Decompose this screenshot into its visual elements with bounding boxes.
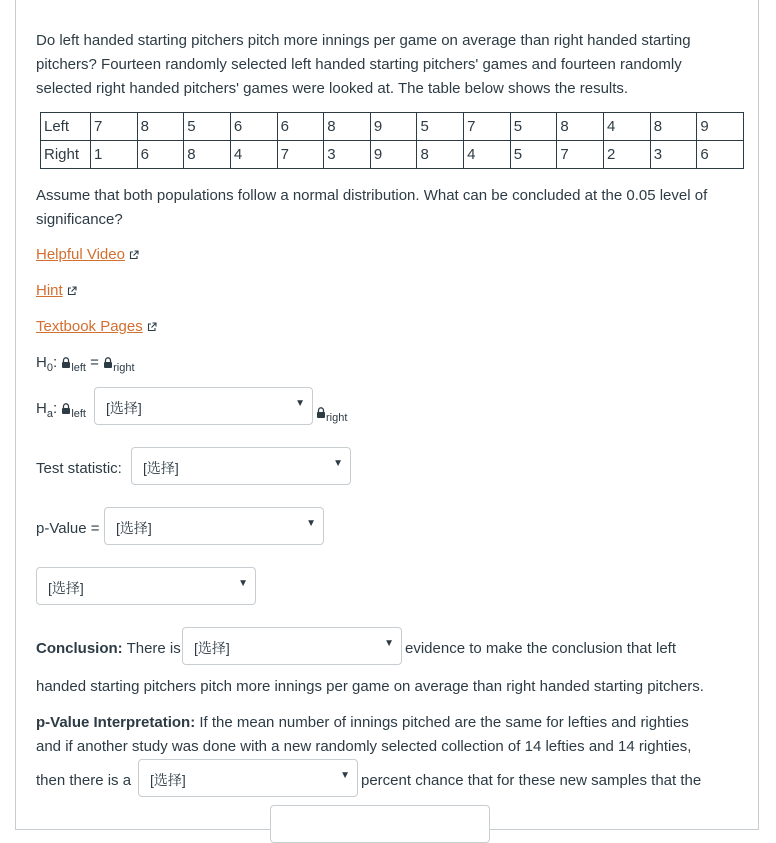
table-row [41, 141, 744, 169]
helpful-video-label: Helpful Video [36, 246, 125, 263]
textbook-pages-link[interactable] [36, 318, 157, 335]
external-link-icon [67, 286, 77, 296]
table-row [41, 113, 744, 141]
ha-right-part [316, 404, 347, 424]
table-cell: 3 [324, 141, 371, 169]
conclusion-pre-text: There is [122, 640, 181, 657]
external-link-icon [129, 250, 139, 260]
ha-right-sub: right [326, 412, 348, 424]
dropdown-arrow-icon: ▼ [306, 518, 316, 529]
table-cell: 7 [277, 141, 324, 169]
table-cell: 7 [464, 113, 511, 141]
interpretation-text1: If the mean number of innings pitched are the same for lefties and righties [195, 714, 689, 731]
external-link-icon [147, 322, 157, 332]
h0-equals: = [86, 354, 104, 371]
table-cell: 8 [650, 113, 697, 141]
conclusion-select[interactable] [182, 627, 402, 665]
table-cell: 3 [650, 141, 697, 169]
table-cell: 6 [697, 141, 744, 169]
hint-label: Hint [36, 282, 63, 299]
dropdown-arrow-icon: ▼ [333, 458, 343, 469]
h0-left-sub: left [71, 362, 86, 374]
test-statistic-select[interactable] [131, 447, 351, 485]
interpretation-line2: and if another study was done with a new randomly selected collection of 14 lefties and 14 righties, [36, 738, 692, 755]
ha-letter: H [36, 400, 47, 417]
table-cell: 6 [137, 141, 184, 169]
test-statistic-select-value: [选择] [143, 460, 179, 476]
lock-icon [104, 357, 112, 368]
interpretation-line1 [36, 714, 689, 731]
table-cell: 4 [464, 141, 511, 169]
table-cell: 8 [324, 113, 371, 141]
ha-sub: a [46, 408, 53, 420]
table-cell: 8 [557, 113, 604, 141]
table-cell: 9 [370, 141, 417, 169]
hint-link[interactable] [36, 282, 77, 299]
conclusion-select-value: [选择] [194, 640, 230, 656]
lock-icon [62, 357, 70, 368]
question-text-block [36, 29, 736, 101]
dropdown-arrow-icon: ▼ [295, 398, 305, 409]
p-value-select[interactable] [104, 507, 324, 545]
question-text: Do left handed starting pitchers pitch more innings per game on average than right handed starting pitchers? Fourteen randomly selected left handed starting pitchers' games and fourteen randomly selected right handed pitchers' games were looked at. The table below shows the results. [36, 32, 691, 97]
conclusion-heading: Conclusion: [36, 640, 123, 657]
table-cell: 9 [697, 113, 744, 141]
ha-select-value: [选择] [106, 400, 142, 416]
table-cell: 7 [91, 113, 138, 141]
row-label: Right [41, 141, 91, 169]
h0-right-sub: right [113, 362, 135, 374]
row-label: Left [41, 113, 91, 141]
interpretation-heading: p-Value Interpretation: [36, 714, 196, 731]
lock-icon [62, 403, 70, 414]
dropdown-arrow-icon: ▼ [238, 578, 248, 589]
textbook-pages-label: Textbook Pages [36, 318, 143, 335]
helpful-video-link[interactable] [36, 246, 139, 263]
table-cell: 2 [604, 141, 651, 169]
p-value-label: p-Value = [36, 520, 100, 537]
h0-letter: H [36, 354, 47, 371]
h0-colon: : [52, 354, 58, 371]
table-cell: 4 [230, 141, 277, 169]
percent-chance-select[interactable] [138, 759, 358, 797]
conclusion-line2: handed starting pitchers pitch more innings per game on average than right handed starting pitchers. [36, 678, 704, 695]
dropdown-arrow-icon: ▼ [340, 770, 350, 781]
ha-colon: : [52, 400, 58, 417]
ha-left-sub: left [71, 408, 86, 420]
table-cell: 6 [277, 113, 324, 141]
dropdown-arrow-icon: ▼ [384, 638, 394, 649]
conclusion-post-text: evidence to make the conclusion that left [405, 640, 676, 657]
table-cell: 1 [91, 141, 138, 169]
ha-operator-select[interactable] [94, 387, 313, 425]
table-cell: 8 [417, 141, 464, 169]
assumption-text: Assume that both populations follow a normal distribution. What can be concluded at the 0.05 level of significance? [36, 187, 708, 228]
table-cell: 6 [230, 113, 277, 141]
alt-hypothesis-label [36, 400, 86, 420]
table-cell: 5 [184, 113, 231, 141]
table-cell: 5 [510, 113, 557, 141]
null-hypothesis [36, 354, 135, 374]
decision-select-value: [选择] [48, 580, 84, 596]
table-cell: 9 [370, 113, 417, 141]
percent-chance-select-value: [选择] [150, 772, 186, 788]
decision-select[interactable] [36, 567, 256, 605]
table-cell: 5 [510, 141, 557, 169]
table-cell: 8 [137, 113, 184, 141]
conclusion-prefix [36, 640, 181, 657]
data-table [40, 112, 744, 169]
p-value-select-value: [选择] [116, 520, 152, 536]
lock-icon [317, 407, 325, 418]
h0-sub: 0 [46, 362, 53, 374]
assumption-block [36, 184, 736, 232]
table-cell: 7 [557, 141, 604, 169]
table-cell: 8 [184, 141, 231, 169]
interpretation-post3: percent chance that for these new samples that the [361, 772, 702, 789]
table-cell: 4 [604, 113, 651, 141]
interpretation-pre3: then there is a [36, 772, 132, 789]
table-cell: 5 [417, 113, 464, 141]
test-statistic-label: Test statistic: [36, 460, 122, 477]
